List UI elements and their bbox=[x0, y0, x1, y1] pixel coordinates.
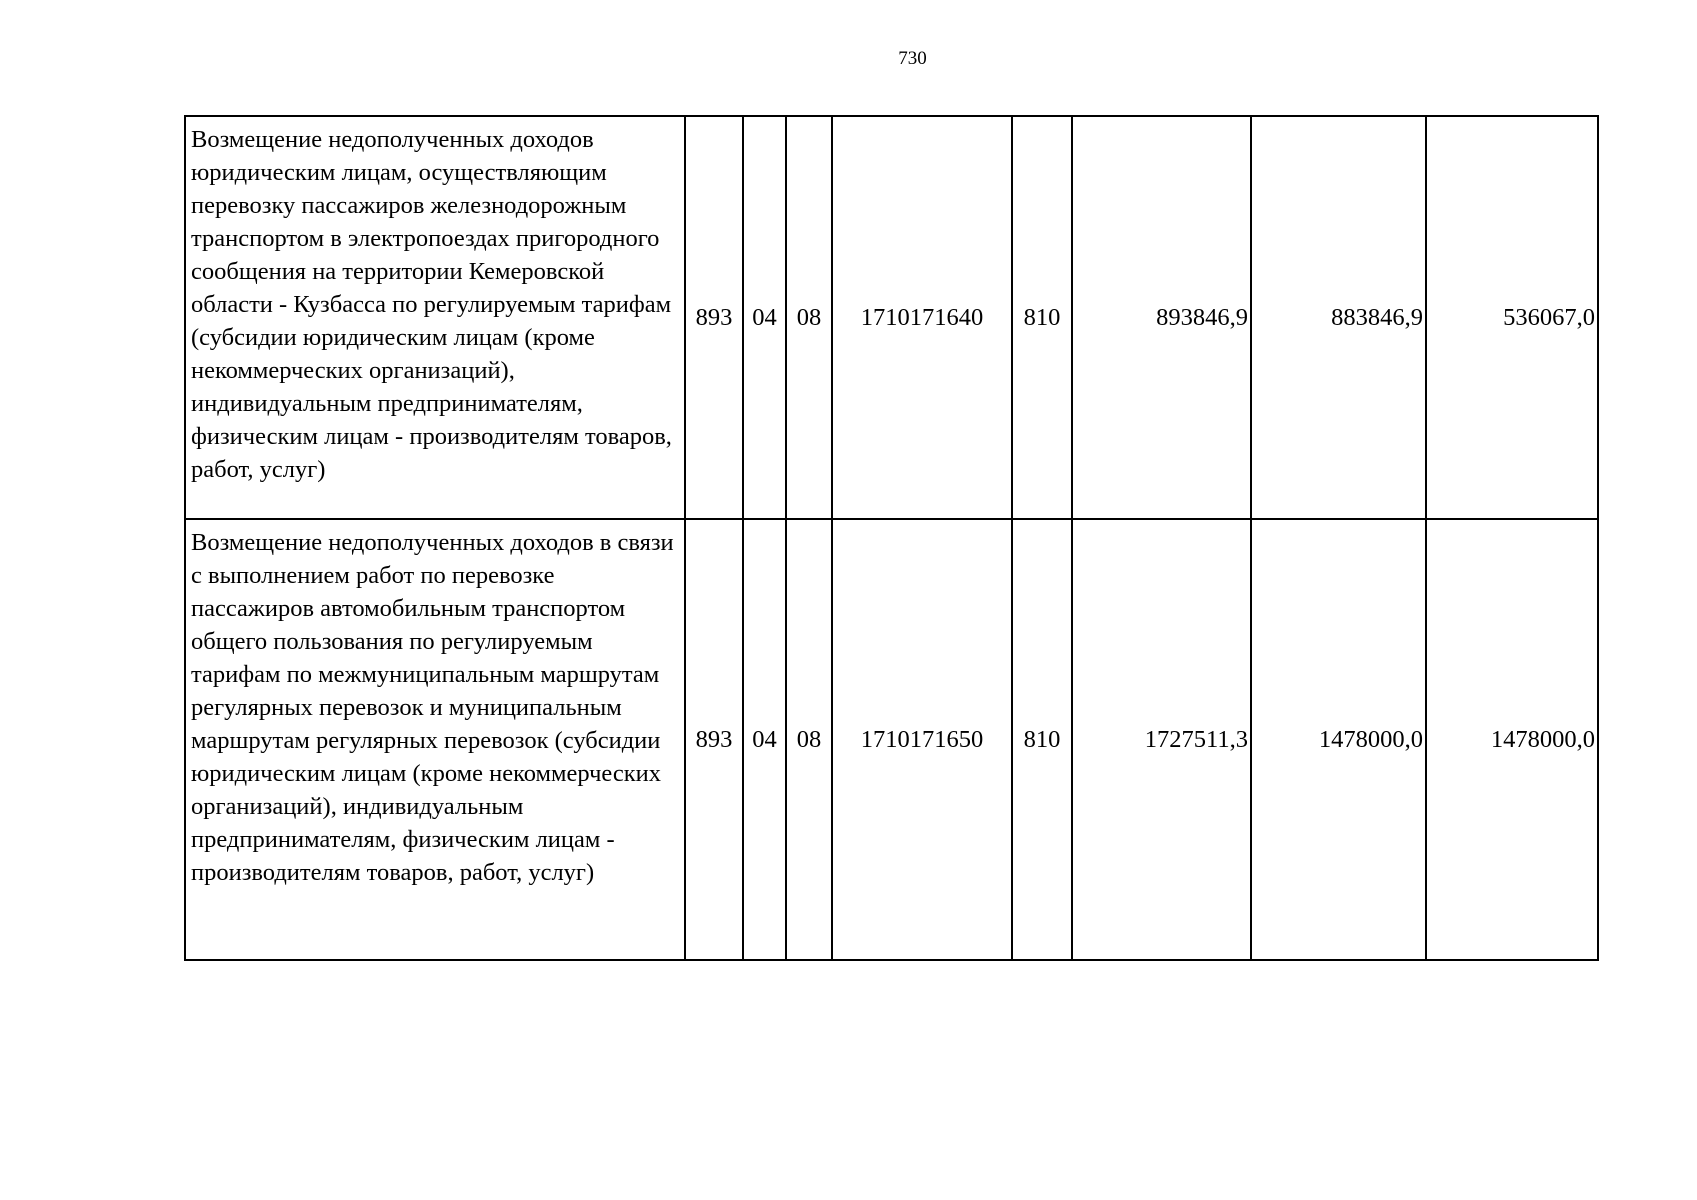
ministry-code-cell: 893 bbox=[685, 519, 743, 960]
amount-1-cell: 893846,9 bbox=[1072, 116, 1251, 519]
expense-type-cell: 810 bbox=[1012, 116, 1072, 519]
amount-1-cell: 1727511,3 bbox=[1072, 519, 1251, 960]
row-description: Возмещение недополученных доходов в связи с выполнением работ по перевозке пассажиров автомобильным транспортом общего пользования по регулируемым тарифам по межмуниципальным маршрутам регулярных перевозок и муниципальным маршрутам регулярных перевозок (субсидии юридическим лицам (кроме некоммерческих организаций), индивидуальным предпринимателям, физическим лицам - производителям товаров, работ, услуг) bbox=[185, 519, 685, 960]
page-number: 730 bbox=[898, 48, 927, 69]
expense-type-cell: 810 bbox=[1012, 519, 1072, 960]
amount-2-cell: 883846,9 bbox=[1251, 116, 1426, 519]
amount-2-cell: 1478000,0 bbox=[1251, 519, 1426, 960]
table-row bbox=[185, 116, 1598, 519]
ministry-code-cell: 893 bbox=[685, 116, 743, 519]
budget-table bbox=[184, 115, 1599, 961]
target-article-cell: 1710171650 bbox=[832, 519, 1012, 960]
amount-3-cell: 536067,0 bbox=[1426, 116, 1598, 519]
subsection-cell: 08 bbox=[786, 116, 832, 519]
amount-3-cell: 1478000,0 bbox=[1426, 519, 1598, 960]
section-cell: 04 bbox=[743, 519, 786, 960]
row-description: Возмещение недополученных доходов юридическим лицам, осуществляющим перевозку пассажиров железнодорожным транспортом в электропоездах пригородного сообщения на территории Кемеровской области - Кузбасса по регулируемым тарифам (субсидии юридическим лицам (кроме некоммерческих организаций), индивидуальным предпринимателям, физическим лицам - производителям товаров, работ, услуг) bbox=[185, 116, 685, 519]
subsection-cell: 08 bbox=[786, 519, 832, 960]
section-cell: 04 bbox=[743, 116, 786, 519]
target-article-cell: 1710171640 bbox=[832, 116, 1012, 519]
table-row bbox=[185, 519, 1598, 960]
